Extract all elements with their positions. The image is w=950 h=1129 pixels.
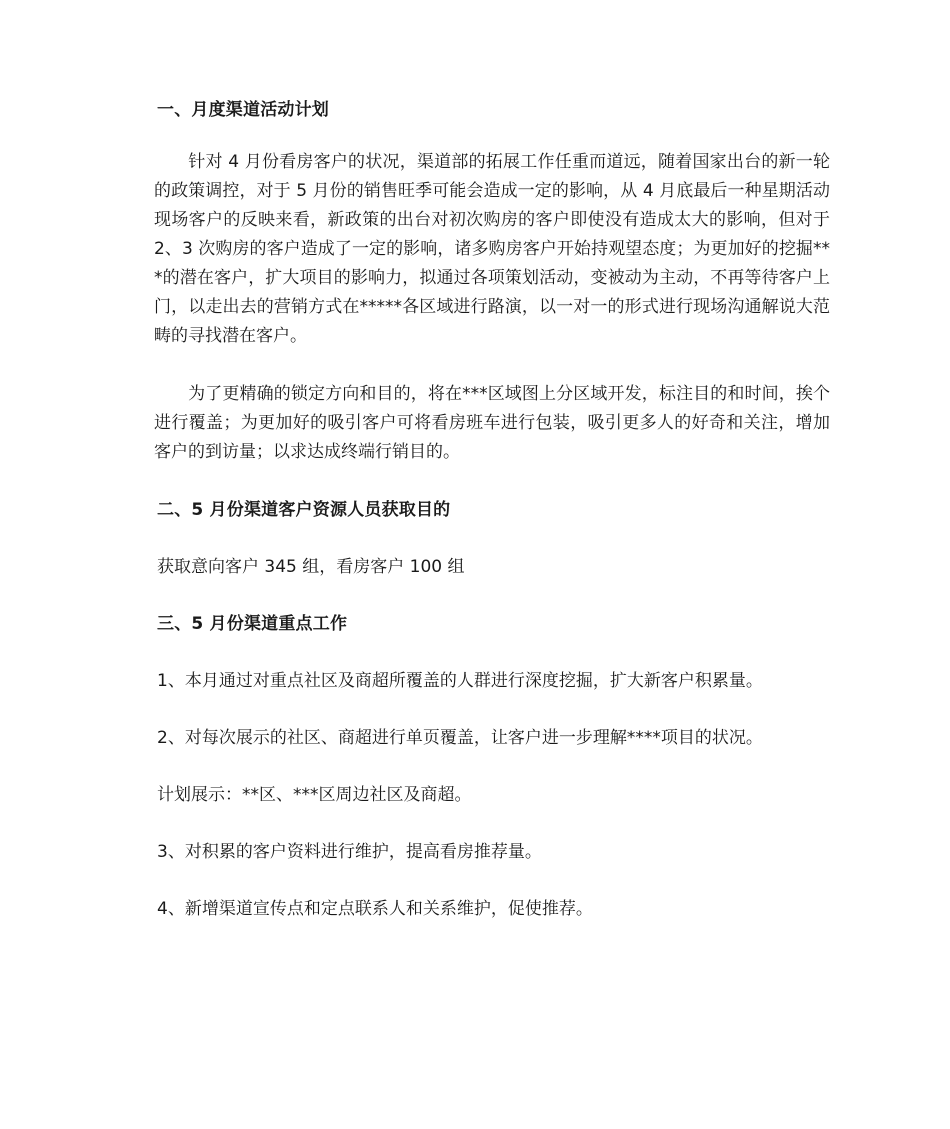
section1-paragraph2 bbox=[154, 380, 830, 467]
section3-heading: 三、5 月份渠道重点工作 bbox=[157, 614, 348, 634]
section3-item4: 4、新增渠道宣传点和定点联系人和关系维护，促使推荐。 bbox=[157, 899, 593, 919]
section3-item3: 3、对积累的客户资料进行维护，提高看房推荐量。 bbox=[157, 842, 542, 862]
section1-paragraph1-text: 针对 4 月份看房客户的状况，渠道部的拓展工作任重而道远，随着国家出台的新一轮的政策调控，对于 5 月份的销售旺季可能会造成一定的影响，从 4 月底最后一种星期活动现场客户的反映来看，新政策的出台对初次购房的客户即使没有造成太大的影响，但对于 2、3 次购房的客户造成了一定的影响，诸多购房客户开始持观望态度；为更加好的挖掘***的潜在客户，扩大项目的影响力，拟通过各项策划活动，变被动为主动，不再等待客户上门，以走出去的营销方式在*****各区域进行路演，以一对一的形式进行现场沟通解说大范畴的寻找潜在客户。 bbox=[154, 152, 830, 346]
spacer bbox=[157, 695, 830, 724]
spacer bbox=[157, 351, 830, 380]
spacer bbox=[157, 866, 830, 895]
spacer bbox=[157, 124, 830, 148]
spacer bbox=[157, 809, 830, 838]
section2-heading: 二、5 月份渠道客户资源人员获取目的 bbox=[157, 500, 451, 520]
document-body bbox=[154, 96, 830, 923]
section1-paragraph2-text: 为了更精确的锁定方向和目的，将在***区域图上分区域开发，标注目的和时间，挨个进行覆盖；为更加好的吸引客户可将看房班车进行包装，吸引更多人的好奇和关注，增加客户的到访量；以求达成终端行销目的。 bbox=[154, 384, 830, 462]
spacer bbox=[157, 638, 830, 667]
spacer bbox=[157, 581, 830, 610]
spacer bbox=[157, 524, 830, 553]
section3-plan: 计划展示：**区、***区周边社区及商超。 bbox=[157, 785, 472, 805]
spacer bbox=[157, 467, 830, 496]
section1-paragraph1 bbox=[154, 148, 830, 351]
section1-heading: 一、月度渠道活动计划 bbox=[157, 100, 329, 120]
section2-line: 获取意向客户 345 组，看房客户 100 组 bbox=[157, 557, 465, 577]
spacer bbox=[157, 752, 830, 781]
section3-item2: 2、对每次展示的社区、商超进行单页覆盖，让客户进一步理解****项目的状况。 bbox=[157, 728, 763, 748]
section3-item1: 1、本月通过对重点社区及商超所覆盖的人群进行深度挖掘，扩大新客户积累量。 bbox=[157, 671, 763, 691]
